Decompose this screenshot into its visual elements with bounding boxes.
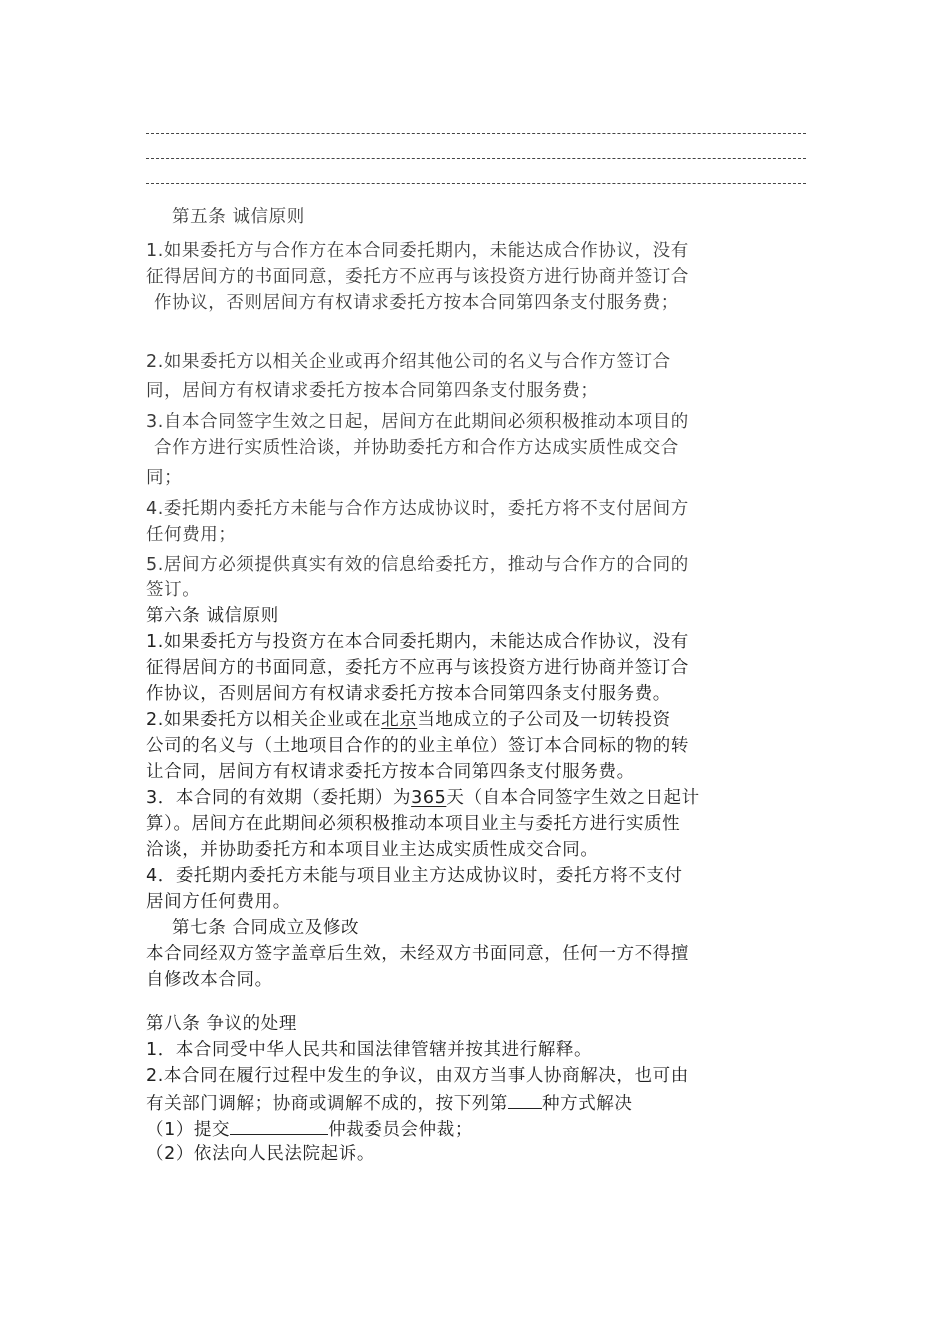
- fill-in-dashed-line: [146, 133, 806, 135]
- article-7-heading: 第七条 合同成立及修改: [172, 918, 360, 938]
- article-6-line: 1.如果委托方与投资方在本合同委托期内，未能达成合作协议，没有: [146, 632, 689, 652]
- fill-in-dashed-line: [146, 183, 806, 185]
- article-6-line: 公司的名义与（土地项目合作的的业主单位）签订本合同标的物的转: [146, 736, 689, 756]
- article-6-line-text: 3．本合同的有效期（委托期）为: [146, 788, 412, 808]
- article-5-line: 同，居间方有权请求委托方按本合同第四条支付服务费；: [146, 381, 599, 401]
- article-6-line: 作协议，否则居间方有权请求委托方按本合同第四条支付服务费。: [146, 684, 671, 704]
- article-5-line: 合作方进行实质性洽谈，并协助委托方和合作方达成实质性成交合: [154, 438, 679, 458]
- article-8-heading: 第八条 争议的处理: [146, 1014, 297, 1034]
- article-5-line: 签订。: [146, 580, 201, 600]
- article-8-line: （2）依法向人民法院起诉。: [146, 1144, 375, 1164]
- article-6-heading: 第六条 诚信原则: [146, 606, 279, 626]
- article-8-line: 2.本合同在履行过程中发生的争议，由双方当事人协商解决，也可由: [146, 1066, 689, 1086]
- article-6-line: [146, 786, 810, 810]
- article-5-line: 5.居间方必须提供真实有效的信息给委托方，推动与合作方的合同的: [146, 555, 689, 575]
- city-fill-in: 北京: [381, 710, 418, 730]
- article-7-line: 本合同经双方签字盖章后生效，未经双方书面同意，任何一方不得擅: [146, 944, 689, 964]
- article-5-heading: 第五条 诚信原则: [172, 207, 305, 227]
- article-6-line: 让合同，居间方有权请求委托方按本合同第四条支付服务费。: [146, 762, 635, 782]
- article-8-line: 1．本合同受中华人民共和国法律管辖并按其进行解释。: [146, 1040, 593, 1060]
- arbitration-commission-blank[interactable]: [230, 1116, 328, 1135]
- article-6-line: 洽谈，并协助委托方和本项目业主达成实质性成交合同。: [146, 840, 599, 860]
- method-number-blank[interactable]: [508, 1090, 542, 1109]
- article-5-line: 2.如果委托方以相关企业或再介绍其他公司的名义与合作方签订合: [146, 352, 671, 372]
- article-5-line: 1.如果委托方与合作方在本合同委托期内，未能达成合作协议，没有: [146, 241, 689, 261]
- article-5-line: 作协议，否则居间方有权请求委托方按本合同第四条支付服务费；: [154, 293, 679, 313]
- term-days-fill-in: 365: [411, 788, 447, 808]
- article-5-line: 任何费用；: [146, 525, 237, 545]
- article-8-line-text: 种方式解决: [542, 1094, 633, 1114]
- fill-in-dashed-line: [146, 158, 806, 160]
- article-6-line: [146, 708, 810, 732]
- article-8-line: [146, 1090, 810, 1116]
- article-6-line: 居间方任何费用。: [146, 892, 291, 912]
- article-8-line-text: （1）提交: [146, 1120, 231, 1140]
- article-6-line: 4．委托期内委托方未能与项目业主方达成协议时，委托方将不支付: [146, 866, 683, 886]
- article-6-line-text: 当地成立的子公司及一切转投资: [417, 710, 671, 730]
- article-7-line: 自修改本合同。: [146, 970, 273, 990]
- article-5-line: 同；: [146, 468, 183, 488]
- article-8-line-text: 有关部门调解；协商或调解不成的，按下列第: [146, 1094, 508, 1114]
- article-5-line: 4.委托期内委托方未能与合作方达成协议时，委托方将不支付居间方: [146, 499, 689, 519]
- article-6-line: 征得居间方的书面同意，委托方不应再与该投资方进行协商并签订合: [146, 658, 689, 678]
- article-6-line: 算）。居间方在此期间必须积极推动本项目业主与委托方进行实质性: [146, 814, 681, 834]
- article-6-line-text: 2.如果委托方以相关企业或在: [146, 710, 382, 730]
- article-6-line-text: 天（自本合同签字生效之日起计: [446, 788, 700, 808]
- article-5-line: 征得居间方的书面同意，委托方不应再与该投资方进行协商并签订合: [146, 267, 689, 287]
- article-5-line: 3.自本合同签字生效之日起，居间方在此期间必须积极推动本项目的: [146, 412, 689, 432]
- article-8-line-text: 仲裁委员会仲裁；: [328, 1120, 473, 1140]
- article-8-line: [146, 1116, 810, 1142]
